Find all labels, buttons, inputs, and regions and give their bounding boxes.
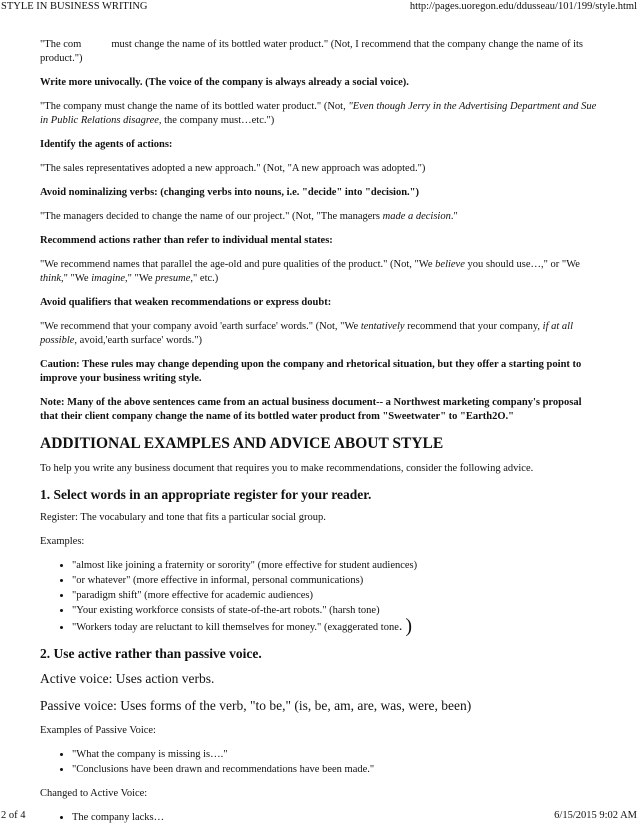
source-note: Note: Many of the above sentences came from an actual business document-- a Northwest marketing company's proposal that their client company change the name of its bottled water product from "Sweetwater" to "Earth2O." [40, 397, 582, 422]
text-run: "The managers decided to change the name of our project." (Not, "The managers [40, 211, 383, 222]
italic-run: tentatively [360, 321, 405, 332]
active-examples-label: Changed to Active Voice: [40, 788, 148, 799]
heading-nominalizing: Avoid nominalizing verbs: (changing verbs into nouns, i.e. "decide" into "decision.") [40, 187, 419, 198]
text-run: . [398, 619, 403, 634]
paragraph-example-1 [40, 38, 600, 66]
examples-label: Examples: [40, 536, 85, 547]
paragraph-example-2 [40, 100, 600, 128]
register-examples-list [40, 559, 600, 635]
text-run: "Workers today are reluctant to kill themselves for money." (exaggerated tone [72, 622, 399, 633]
text-run: ." [450, 211, 458, 222]
paragraph-example-4 [40, 210, 600, 224]
paragraph-example-3: "The sales representatives adopted a new approach." (Not, "A new approach was adopted.") [40, 163, 426, 174]
heading-agents: Identify the agents of actions: [40, 139, 173, 150]
list-item: • "almost like joining a fraternity or sorority" (more effective for student audiences) [72, 559, 600, 573]
text-run: recommend that your company, [404, 321, 543, 332]
italic-run: if at all possible [40, 321, 574, 346]
text-run: you should use…," or "We [464, 259, 580, 270]
text-run: ," etc.) [190, 273, 219, 284]
heading-register: 1. Select words in an appropriate register for your reader. [40, 487, 372, 502]
text-run: , avoid,'earth surface' words.") [74, 335, 203, 346]
passive-examples-label: Examples of Passive Voice: [40, 725, 156, 736]
list-item: • The company lacks… [72, 811, 600, 825]
passive-examples-list [40, 748, 600, 777]
italic-run: imagine [91, 273, 126, 284]
section-intro: To help you write any business document that requires you to make recommendations, consider the following advice. [40, 463, 534, 474]
active-examples-list [40, 811, 600, 825]
text-run: must change the name of its bottled water product." (Not, I recommend that the company change the name of its product.") [40, 39, 584, 64]
paragraph-example-5 [40, 258, 600, 286]
heading-qualifiers: Avoid qualifiers that weaken recommendations or express doubt: [40, 297, 332, 308]
heading-active-voice: 2. Use active rather than passive voice. [40, 646, 262, 661]
text-run: ," "We [61, 273, 92, 284]
italic-run: believe [435, 259, 465, 270]
list-item: • "paradigm shift" (more effective for academic audiences) [72, 589, 600, 603]
text-run: "We recommend names that parallel the age-old and pure qualities of the product." (Not, "We [40, 259, 436, 270]
passive-voice-definition: Passive voice: Uses forms of the verb, "to be," (is, be, am, are, was, were, been) [40, 698, 472, 713]
print-footer-datetime: 6/15/2015 9:02 AM [554, 810, 637, 821]
heading-mental-states: Recommend actions rather than refer to individual mental states: [40, 235, 333, 246]
caution-note: Caution: These rules may change depending upon the company and rhetorical situation, but they offer a starting point to improve your business writing style. [40, 359, 582, 384]
list-item [72, 615, 600, 637]
print-header-title: STYLE IN BUSINESS WRITING [1, 1, 148, 12]
list-item: • "What the company is missing is…." [72, 748, 600, 762]
list-item: • "Conclusions have been drawn and recommendations have been made." [72, 763, 600, 777]
print-footer-page: 2 of 4 [1, 810, 26, 821]
italic-run: "Even though Jerry in the Advertising Department and Sue in Public Relations disagree, [40, 101, 597, 126]
list-item: • "or whatever" (more effective in informal, personal communications) [72, 574, 600, 588]
document-content [40, 38, 600, 835]
paragraph-example-6 [40, 320, 600, 348]
list-item: • "Your existing workforce consists of state-of-the-art robots." (harsh tone) [72, 604, 600, 618]
text-run: ," "We [125, 273, 156, 284]
heading-univocal: Write more univocally. (The voice of the company is always already a social voice). [40, 77, 409, 88]
text-run: ) [405, 615, 413, 637]
active-voice-definition: Active voice: Uses action verbs. [40, 671, 215, 686]
italic-run: presume [155, 273, 191, 284]
text-run: "We recommend that your company avoid 'earth surface' words." (Not, "We [40, 321, 361, 332]
register-definition: Register: The vocabulary and tone that fits a particular social group. [40, 512, 326, 523]
section-title: ADDITIONAL EXAMPLES AND ADVICE ABOUT STYLE [40, 435, 444, 452]
text-run: "The company must change the name of its bottled water product." (Not, [40, 101, 349, 112]
text-run: "The com [40, 39, 82, 50]
text-run: the company must…etc.") [161, 115, 275, 126]
italic-run: think [40, 273, 61, 284]
print-header-url: http://pages.uoregon.edu/ddusseau/101/199/style.html [409, 1, 637, 12]
italic-run: made a decision [382, 211, 451, 222]
